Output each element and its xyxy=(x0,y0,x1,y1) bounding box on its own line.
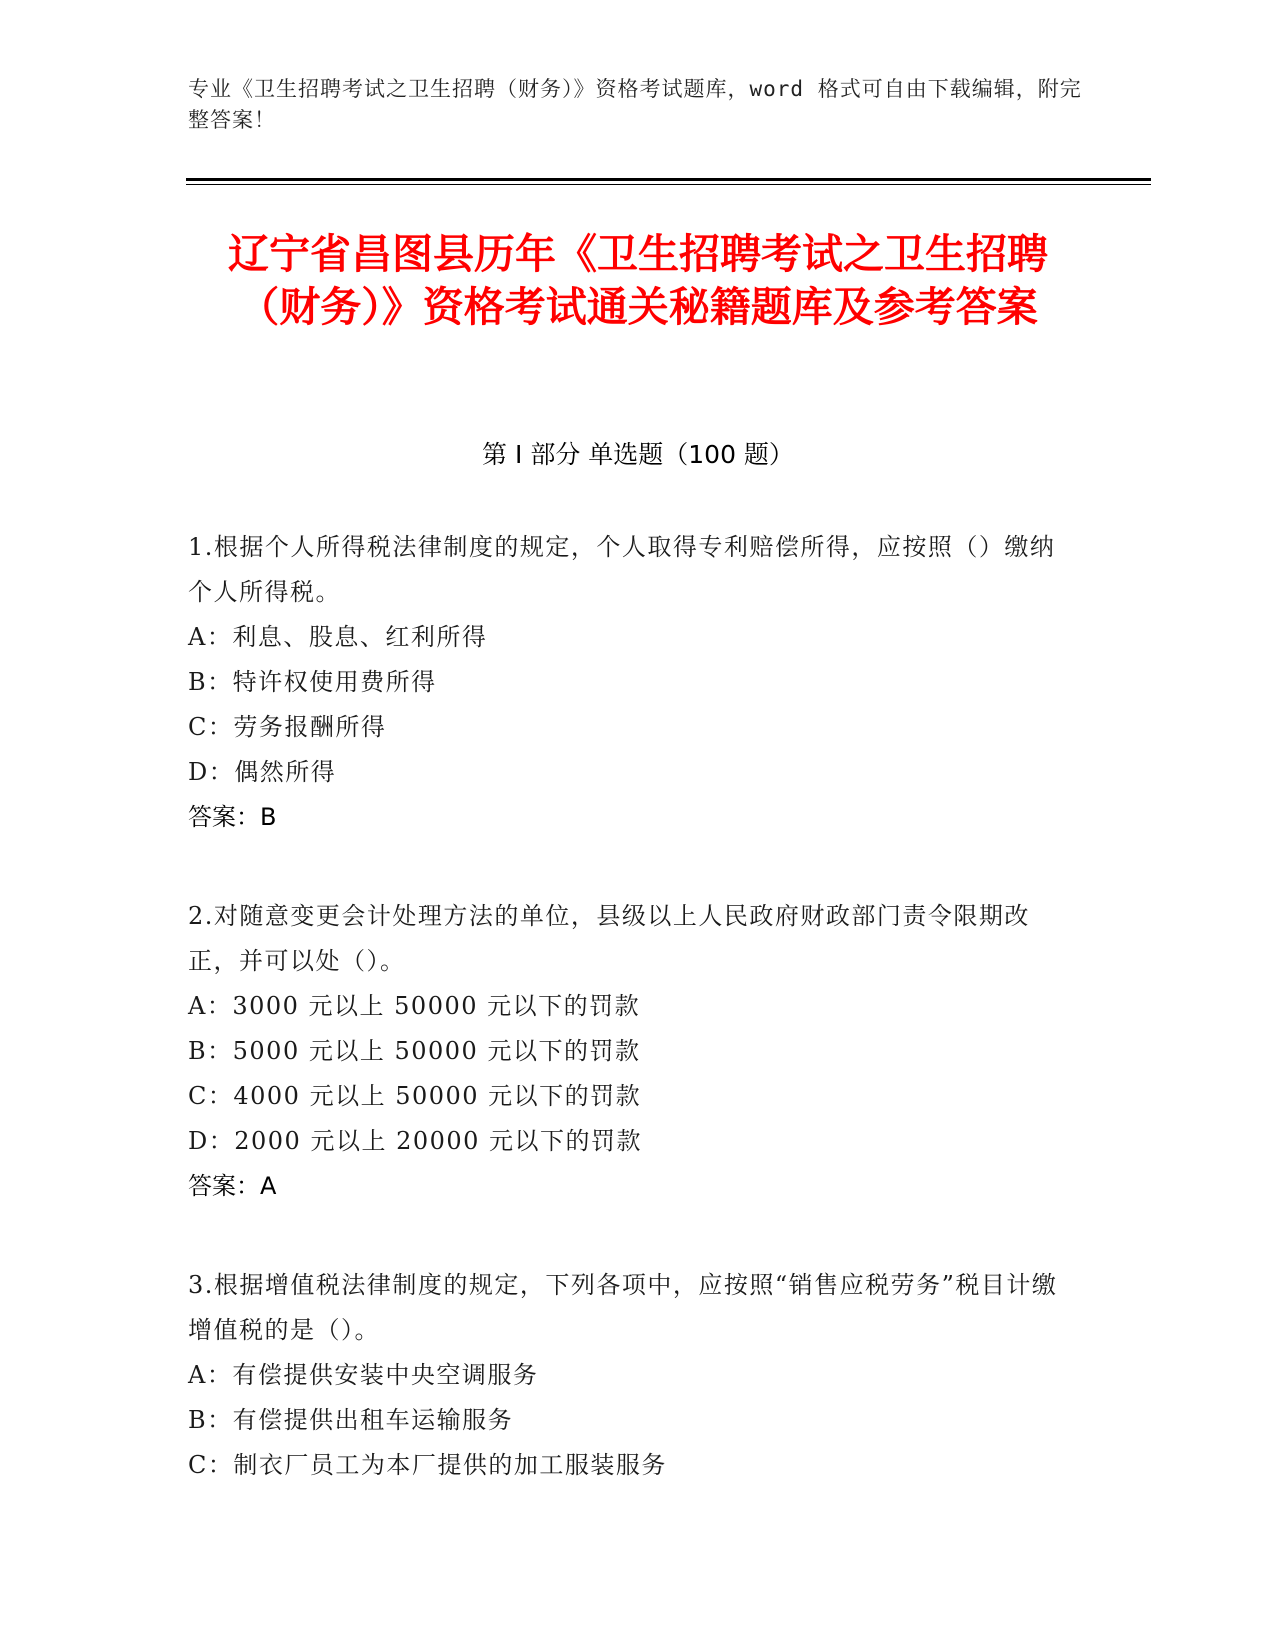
question-option: B：5000 元以上 50000 元以下的罚款 xyxy=(188,1037,641,1065)
question-item xyxy=(188,1263,1068,1488)
question-answer: 答案：A xyxy=(188,1172,277,1200)
question-stem: 2.对随意变更会计处理方法的单位，县级以上人民政府财政部门责令限期改正，并可以处（）。 xyxy=(188,902,1030,975)
question-option: A：利息、股息、红利所得 xyxy=(188,623,488,651)
document-title: 辽宁省昌图县历年《卫生招聘考试之卫生招聘（财务）》资格考试通关秘籍题库及参考答案 xyxy=(228,230,1048,331)
question-option: C：制衣厂员工为本厂提供的加工服装服务 xyxy=(188,1451,667,1479)
question-item xyxy=(188,525,1068,840)
question-stem: 1.根据个人所得税法律制度的规定，个人取得专利赔偿所得，应按照（）缴纳个人所得税。 xyxy=(188,533,1056,606)
question-option: B：有偿提供出租车运输服务 xyxy=(188,1406,514,1434)
question-option: D：偶然所得 xyxy=(188,758,337,786)
header-divider-thick xyxy=(186,178,1151,181)
question-option: A：3000 元以上 50000 元以下的罚款 xyxy=(188,992,641,1020)
question-option: D：2000 元以上 20000 元以下的罚款 xyxy=(188,1127,643,1155)
question-option: B：特许权使用费所得 xyxy=(188,668,437,696)
header-divider-thin xyxy=(186,184,1151,185)
question-option: C：4000 元以上 50000 元以下的罚款 xyxy=(188,1082,642,1110)
question-option: C：劳务报酬所得 xyxy=(188,713,387,741)
header-note: 专业《卫生招聘考试之卫生招聘（财务）》资格考试题库，word 格式可自由下载编辑，附完整答案！ xyxy=(188,77,1082,132)
section-title: 第 I 部分 单选题（100 题） xyxy=(482,440,794,469)
question-stem: 3.根据增值税法律制度的规定，下列各项中，应按照“销售应税劳务”税目计缴增值税的是（）。 xyxy=(188,1271,1058,1344)
question-list xyxy=(188,525,1068,1542)
question-answer: 答案：B xyxy=(188,803,277,831)
question-option: A：有偿提供安装中央空调服务 xyxy=(188,1361,539,1389)
question-item xyxy=(188,894,1068,1209)
